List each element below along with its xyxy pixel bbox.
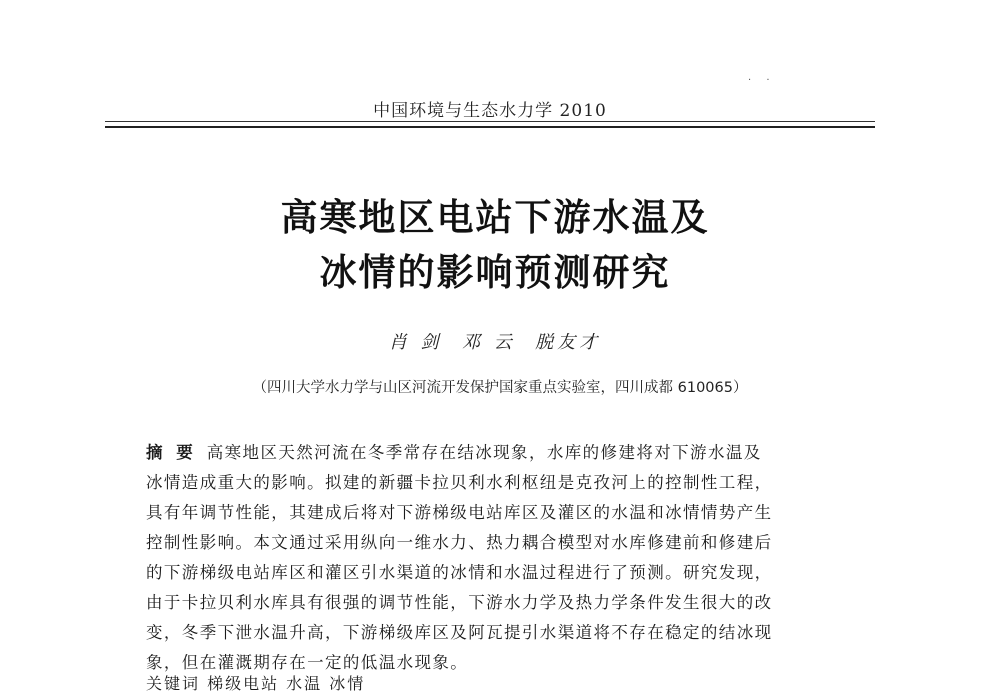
abstract-line bbox=[146, 438, 846, 468]
keywords-cropped bbox=[146, 674, 506, 693]
abstract-line: 象，但在灌溉期存在一定的低温水现象。 bbox=[146, 653, 469, 672]
abstract-label: 摘 要 bbox=[146, 443, 197, 462]
abstract-line: 的下游梯级电站库区和灌区引水渠道的冰情和水温过程进行了预测。研究发现， bbox=[146, 563, 773, 582]
scan-noise-marks: · · bbox=[748, 75, 776, 86]
abstract-text: 高寒地区天然河流在冬季常存在结冰现象，水库的修建将对下游水温及 bbox=[206, 443, 762, 462]
abstract-line: 由于卡拉贝利水库具有很强的调节性能，下游水力学及热力学条件发生很大的改 bbox=[146, 593, 773, 612]
journal-running-header: 中国环境与生态水力学 2010 bbox=[373, 101, 607, 121]
paper-title-line-2: 冰情的影响预测研究 bbox=[319, 251, 671, 294]
abstract bbox=[146, 438, 846, 678]
header-rule-thick bbox=[105, 126, 875, 128]
affiliation: （四川大学水力学与山区河流开发保护国家重点实验室，四川成都 610065） bbox=[252, 380, 748, 396]
header-rule-thin bbox=[105, 121, 875, 122]
authors: 肖 剑 邓 云 脱友才 bbox=[388, 332, 602, 353]
paper-title-line-1: 高寒地区电站下游水温及 bbox=[280, 196, 710, 239]
abstract-line: 变，冬季下泄水温升高，下游梯级库区及阿瓦提引水渠道将不存在稳定的结冰现 bbox=[146, 623, 773, 642]
abstract-line: 控制性影响。本文通过采用纵向一维水力、热力耦合模型对水库修建前和修建后 bbox=[146, 533, 773, 552]
abstract-line: 冰情造成重大的影响。拟建的新疆卡拉贝利水利枢纽是克孜河上的控制性工程， bbox=[146, 473, 773, 492]
abstract-line: 具有年调节性能，其建成后将对下游梯级电站库区及灌区的水温和冰情情势产生 bbox=[146, 503, 773, 522]
keywords-text: 关键词 梯级电站 水温 冰情 bbox=[146, 674, 366, 693]
